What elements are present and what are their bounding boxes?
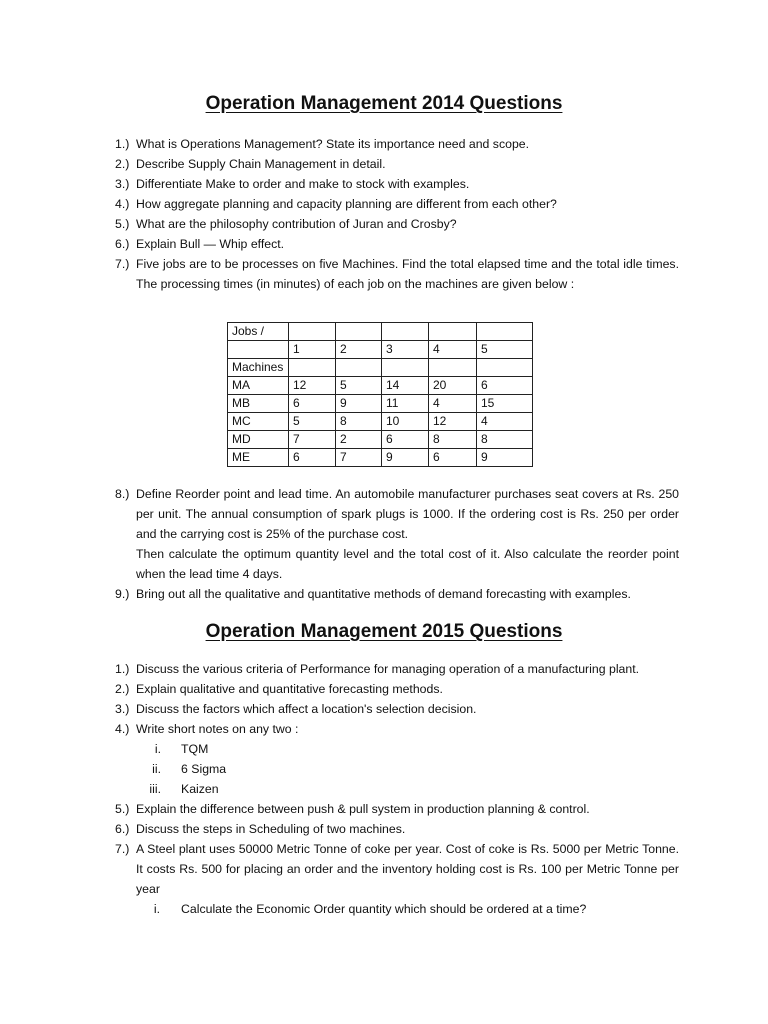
question-text: Explain the difference between push & pull system in production planning & control. [136, 802, 590, 816]
job-header-cell: 4 [429, 341, 477, 359]
question-item [0, 134, 768, 154]
table-cell: 8 [477, 431, 533, 449]
table-cell: 4 [477, 413, 533, 431]
table-cell: 15 [477, 395, 533, 413]
table-cell [382, 323, 429, 341]
question-item [0, 699, 768, 719]
question-number: 7.) [115, 257, 130, 271]
question-number: 1.) [115, 662, 130, 676]
question-item [0, 584, 768, 604]
machine-cell: MB [228, 395, 289, 413]
question-text: Describe Supply Chain Management in detail. [136, 157, 386, 171]
table-cell [477, 359, 533, 377]
sub-item-number: i. [154, 742, 161, 756]
question-text: Explain Bull — Whip effect. [136, 237, 285, 251]
question-number: 9.) [115, 587, 130, 601]
question-text: A Steel plant uses 50000 Metric Tonne of coke per year. Cost of coke is Rs. 5000 per Metric Tonne. It costs Rs. 500 for placing an order and the inventory holding cost is Rs. 100 per Metric Tonne per year [136, 842, 679, 896]
question-number: 4.) [115, 722, 130, 736]
sub-item-text: TQM [181, 742, 209, 756]
question-text: Write short notes on any two : [136, 722, 299, 736]
question-text-continued: Then calculate the optimum quantity level and the total cost of it. Also calculate the reorder point when the lead time 4 days. [136, 547, 679, 581]
question-number: 6.) [115, 237, 130, 251]
table-cell: 6 [289, 449, 336, 467]
question-number: 3.) [115, 702, 130, 716]
question-text: What are the philosophy contribution of Juran and Crosby? [136, 217, 457, 231]
table-cell: 4 [429, 395, 477, 413]
question-text: Discuss the steps in Scheduling of two machines. [136, 822, 406, 836]
question-number: 7.) [115, 842, 130, 856]
sub-item-text: Calculate the Economic Order quantity which should be ordered at a time? [181, 902, 587, 916]
question-text: Discuss the factors which affect a location's selection decision. [136, 702, 477, 716]
question-item [0, 194, 768, 214]
title-2014: Operation Management 2014 Questions [205, 93, 563, 114]
job-header-cell: 2 [336, 341, 382, 359]
table-row [228, 377, 533, 395]
question-item [0, 819, 768, 839]
sub-item [0, 739, 768, 759]
table-row [228, 413, 533, 431]
table-cell [429, 359, 477, 377]
table-cell: 11 [382, 395, 429, 413]
question-number: 1.) [115, 137, 130, 151]
sub-item [0, 899, 768, 919]
question-text: Define Reorder point and lead time. An automobile manufacturer purchases seat covers at Rs. 250 per unit. The annual consumption of spark plugs is 1000. If the ordering cost is Rs. 250 per order and the carrying cost is 25% of the purchase cost. [136, 487, 679, 541]
question-item [0, 484, 768, 584]
table-cell [289, 359, 336, 377]
question-number: 2.) [115, 157, 130, 171]
machine-cell: MA [228, 377, 289, 395]
table-header-cell: Machines [228, 359, 289, 377]
question-item [0, 719, 768, 739]
job-header-cell: 3 [382, 341, 429, 359]
sub-item [0, 779, 768, 799]
question-item [0, 254, 768, 294]
questions-2014-list [0, 134, 768, 294]
table-cell [336, 323, 382, 341]
table-cell: 8 [429, 431, 477, 449]
question-number: 6.) [115, 822, 130, 836]
table-cell [477, 323, 533, 341]
table-cell [289, 323, 336, 341]
question-item [0, 799, 768, 819]
table-cell: 20 [429, 377, 477, 395]
title-2015: Operation Management 2015 Questions [205, 621, 563, 642]
question-item [0, 234, 768, 254]
table-cell: 5 [336, 377, 382, 395]
table-cell [228, 341, 289, 359]
table-cell: 6 [477, 377, 533, 395]
job-header-cell: 5 [477, 341, 533, 359]
question-text: How aggregate planning and capacity planning are different from each other? [136, 197, 557, 211]
questions-2015-list [0, 659, 768, 919]
question-number: 8.) [115, 487, 130, 501]
question-number: 4.) [115, 197, 130, 211]
table-cell [382, 359, 429, 377]
questions-2014-list-continued [0, 484, 768, 604]
question-text: Differentiate Make to order and make to stock with examples. [136, 177, 470, 191]
machine-cell: MD [228, 431, 289, 449]
question-text: Explain qualitative and quantitative forecasting methods. [136, 682, 443, 696]
table-cell: 2 [336, 431, 382, 449]
table-cell: 7 [289, 431, 336, 449]
question-item [0, 659, 768, 679]
table-cell: 9 [477, 449, 533, 467]
question-item [0, 839, 768, 899]
sub-item-number: ii. [152, 762, 161, 776]
sub-item-number: i. [153, 902, 160, 916]
question-item [0, 679, 768, 699]
table-row [228, 359, 533, 377]
question-number: 5.) [115, 217, 130, 231]
question-text: Bring out all the qualitative and quantitative methods of demand forecasting with examples. [136, 587, 631, 601]
question-item [0, 214, 768, 234]
table-row [228, 431, 533, 449]
table-cell: 10 [382, 413, 429, 431]
sub-item-text: Kaizen [181, 782, 219, 796]
table-cell: 6 [382, 431, 429, 449]
table-row [228, 323, 533, 341]
question-text: Five jobs are to be processes on five Machines. Find the total elapsed time and the total idle times. The processing times (in minutes) of each job on the machines are given below : [136, 257, 679, 291]
table-cell: 12 [289, 377, 336, 395]
table-cell: 6 [289, 395, 336, 413]
table-cell: 5 [289, 413, 336, 431]
table-row [228, 449, 533, 467]
question-text: Discuss the various criteria of Performance for managing operation of a manufacturing plant. [136, 662, 640, 676]
machine-cell: ME [228, 449, 289, 467]
sub-item-text: 6 Sigma [181, 762, 227, 776]
table-header-cell: Jobs / [228, 323, 289, 341]
question-item [0, 154, 768, 174]
table-cell: 14 [382, 377, 429, 395]
machine-cell: MC [228, 413, 289, 431]
table-row [228, 395, 533, 413]
question-number: 2.) [115, 682, 130, 696]
sub-item [0, 759, 768, 779]
table-cell: 6 [429, 449, 477, 467]
question-number: 3.) [115, 177, 130, 191]
table-cell [336, 359, 382, 377]
table-cell: 12 [429, 413, 477, 431]
question-text: What is Operations Management? State its importance need and scope. [136, 137, 530, 151]
table-cell: 7 [336, 449, 382, 467]
table-row [228, 341, 533, 359]
processing-times-table [227, 322, 533, 467]
question-item [0, 174, 768, 194]
job-header-cell: 1 [289, 341, 336, 359]
table-cell: 9 [382, 449, 429, 467]
question-number: 5.) [115, 802, 130, 816]
sub-item-number: iii. [149, 782, 161, 796]
table-cell [429, 323, 477, 341]
table-cell: 9 [336, 395, 382, 413]
table-cell: 8 [336, 413, 382, 431]
